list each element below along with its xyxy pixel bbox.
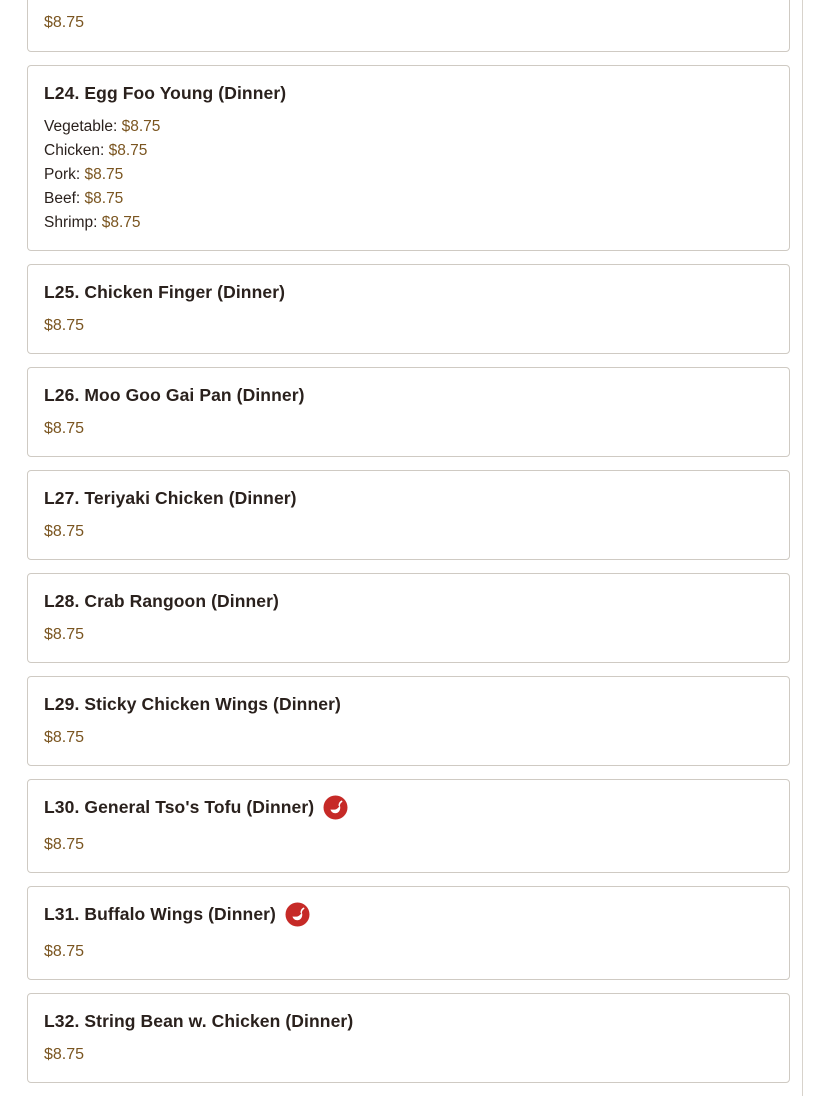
item-price: $8.75: [44, 420, 85, 437]
item-price: $8.75: [44, 836, 85, 853]
item-price: $8.75: [44, 523, 85, 540]
option-label: Vegetable:: [44, 118, 118, 135]
item-title-row: [44, 487, 297, 509]
item-option-chicken[interactable]: [44, 142, 147, 160]
item-price: $8.75: [44, 943, 85, 960]
item-option-vegetable[interactable]: [44, 118, 160, 136]
item-title-row: [44, 384, 305, 406]
option-price: $8.75: [121, 118, 161, 135]
item-option-pork[interactable]: [44, 166, 123, 184]
item-title-row: [44, 1010, 353, 1032]
item-title: L31. Buffalo Wings (Dinner): [44, 903, 276, 924]
page-divider: [802, 0, 803, 1096]
option-price: $8.75: [108, 142, 148, 159]
option-price: $8.75: [101, 214, 141, 231]
item-price: $8.75: [44, 317, 85, 334]
spicy-pepper-icon: [285, 902, 310, 927]
menu-item-card-l24[interactable]: [27, 65, 790, 251]
menu-item-card-l32[interactable]: [27, 993, 790, 1083]
item-title-row: [44, 590, 279, 612]
item-title: L27. Teriyaki Chicken (Dinner): [44, 487, 297, 508]
item-title-row: [44, 901, 310, 927]
item-title: L26. Moo Goo Gai Pan (Dinner): [44, 384, 305, 405]
item-title-row: [44, 794, 348, 820]
item-price: $8.75: [44, 626, 85, 643]
item-title-row: [44, 281, 285, 303]
option-label: Shrimp:: [44, 214, 98, 231]
menu-item-card-l29[interactable]: [27, 676, 790, 766]
spicy-pepper-icon: [323, 795, 348, 820]
item-title-row: [44, 693, 341, 715]
item-title: L24. Egg Foo Young (Dinner): [44, 82, 287, 103]
item-price: $8.75: [44, 14, 85, 31]
item-option-beef[interactable]: [44, 190, 123, 208]
menu-item-card-l30[interactable]: [27, 779, 790, 873]
item-title-row: [44, 82, 286, 104]
menu-item-card-l28[interactable]: [27, 573, 790, 663]
item-price: $8.75: [44, 729, 85, 746]
option-price: $8.75: [84, 190, 124, 207]
menu-item-card-partial[interactable]: [27, 0, 790, 52]
item-option-shrimp[interactable]: [44, 214, 141, 232]
item-title: L29. Sticky Chicken Wings (Dinner): [44, 693, 341, 714]
option-price: $8.75: [84, 166, 124, 183]
item-title: L28. Crab Rangoon (Dinner): [44, 590, 279, 611]
item-title: L30. General Tso's Tofu (Dinner): [44, 796, 315, 817]
menu-item-card-l31[interactable]: [27, 886, 790, 980]
option-label: Beef:: [44, 190, 81, 207]
menu-item-card-l26[interactable]: [27, 367, 790, 457]
menu-item-card-l25[interactable]: [27, 264, 790, 354]
item-title: L25. Chicken Finger (Dinner): [44, 281, 286, 302]
menu-item-card-l27[interactable]: [27, 470, 790, 560]
item-title: L32. String Bean w. Chicken (Dinner): [44, 1010, 354, 1031]
option-label: Chicken:: [44, 142, 105, 159]
option-label: Pork:: [44, 166, 81, 183]
item-price: $8.75: [44, 1046, 85, 1063]
